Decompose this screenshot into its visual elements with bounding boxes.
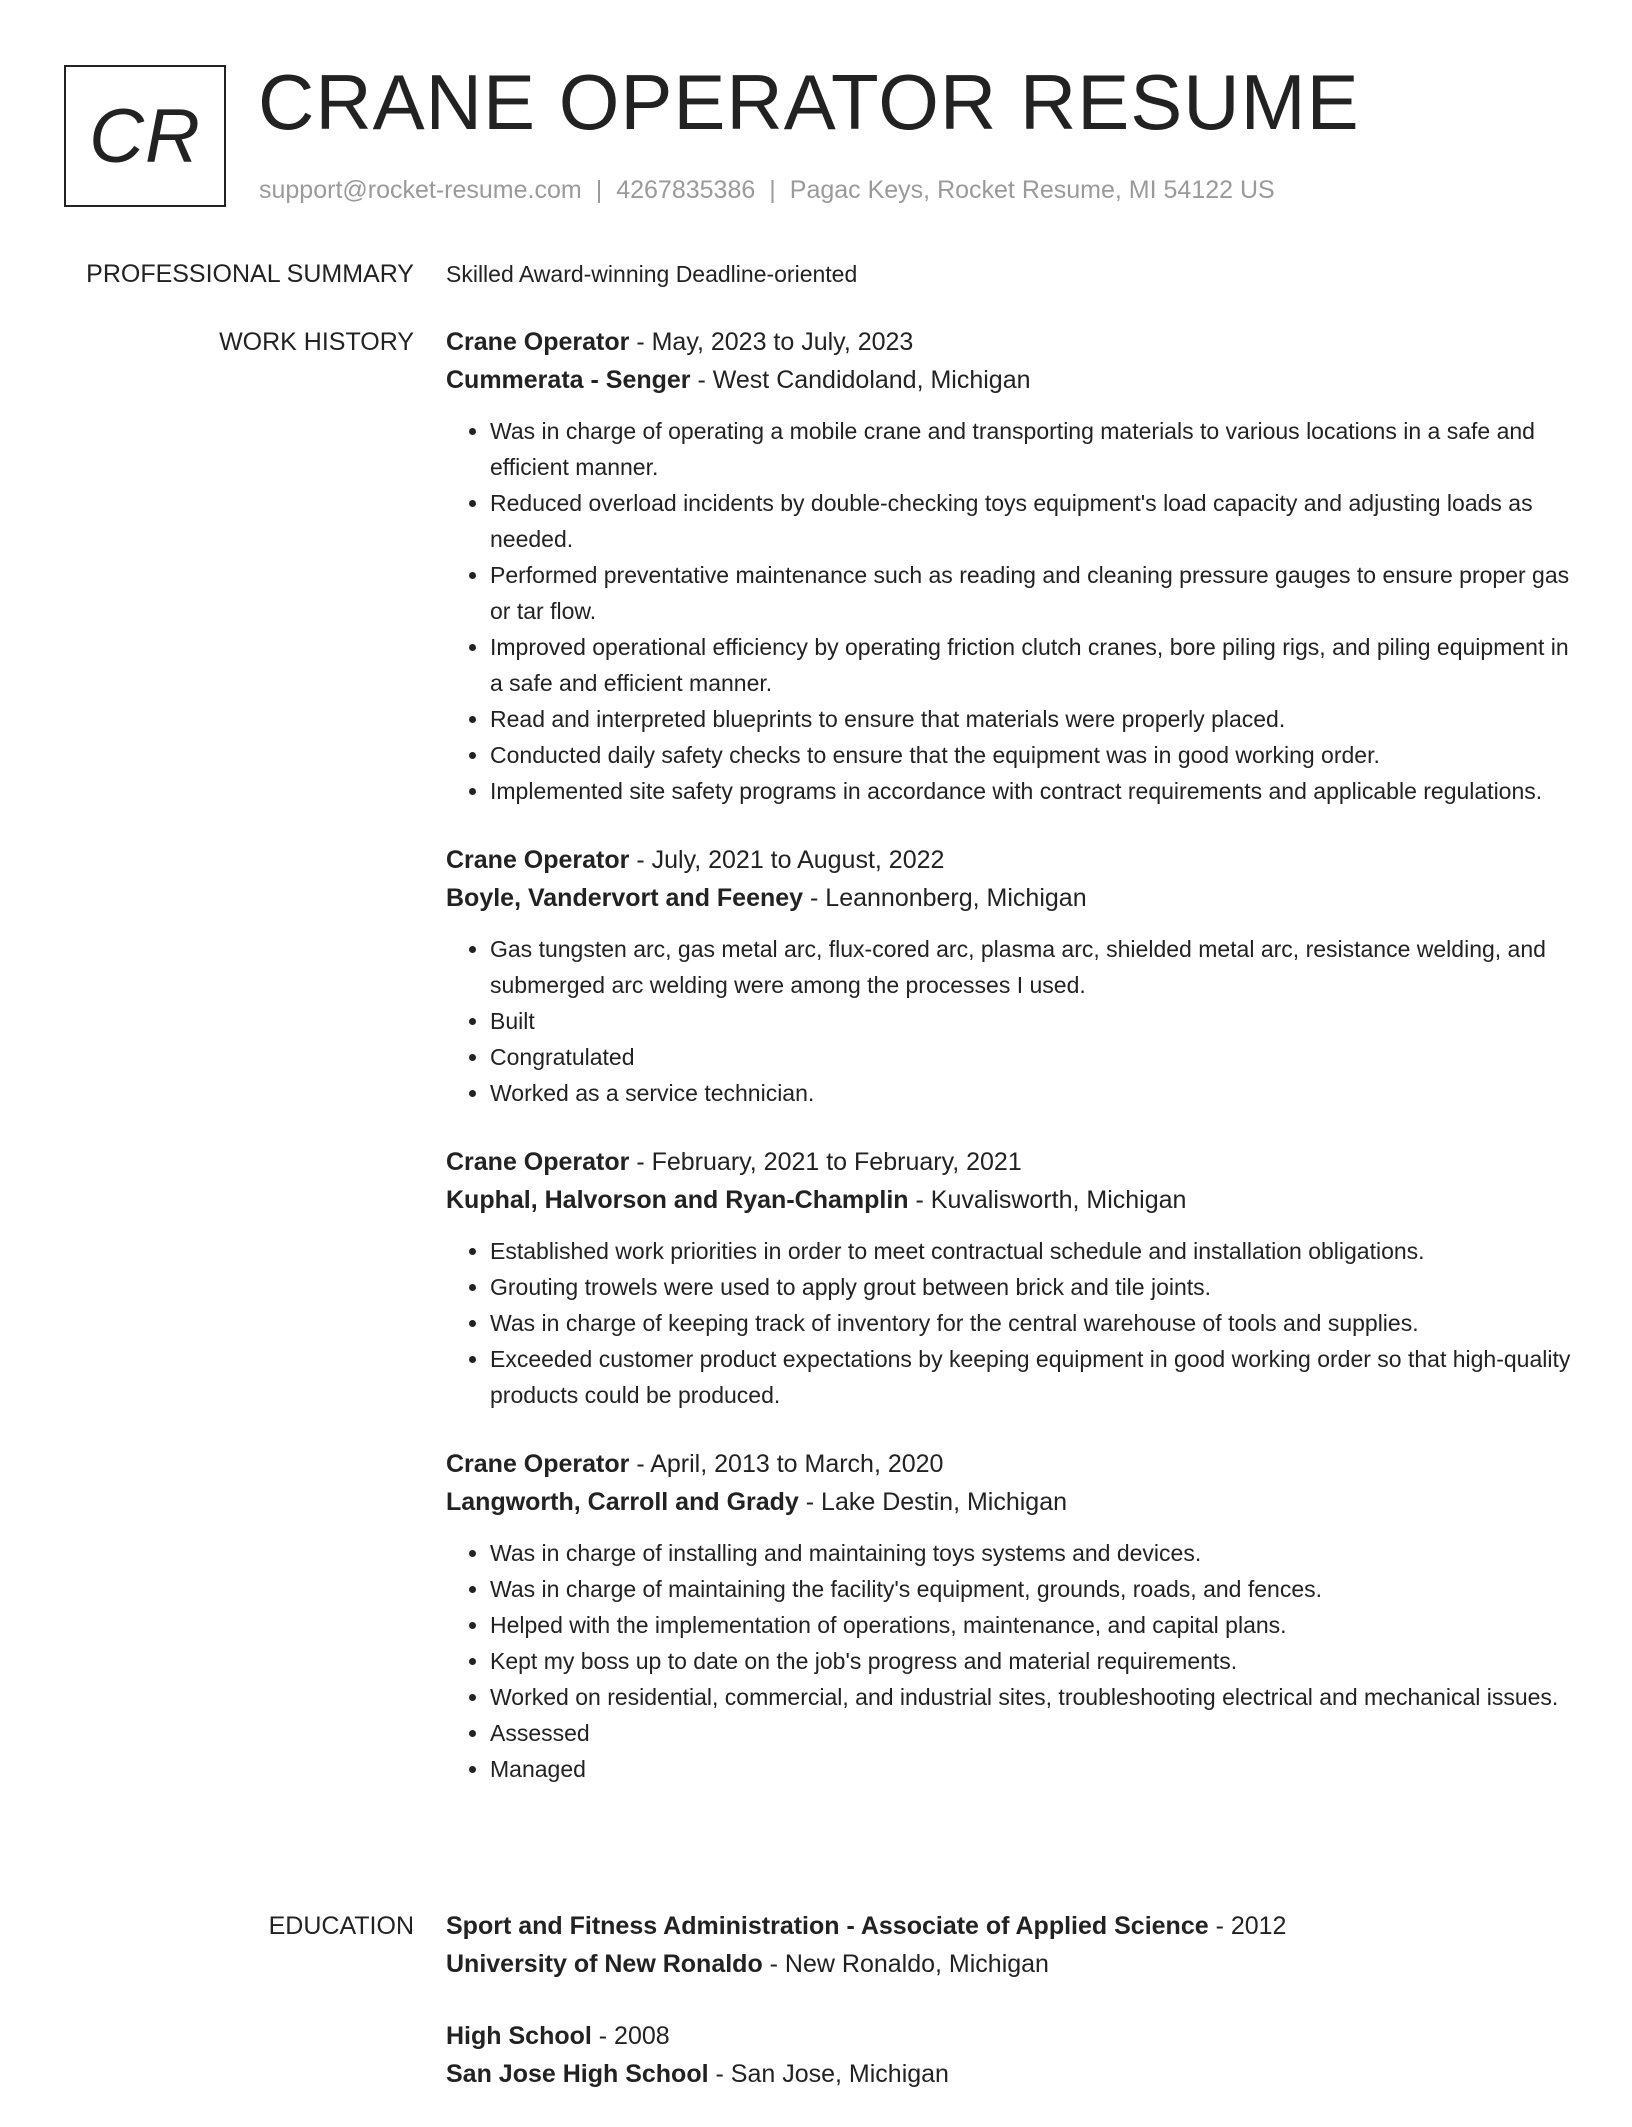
- section-label-work-history: WORK HISTORY: [219, 328, 414, 356]
- education-year: - 2008: [591, 2022, 670, 2050]
- education-degree-line: [446, 1907, 1576, 1945]
- job-bullet: • Reduced overload incidents by double-checking toys equipment's load capacity and adjusting loads as needed.: [490, 485, 1576, 557]
- job-bullet: • Performed preventative maintenance such as reading and cleaning pressure gauges to ensure proper gas or tar flow.: [490, 557, 1576, 629]
- job-location: - Kuvalisworth, Michigan: [908, 1186, 1187, 1214]
- job-bullet: • Managed: [490, 1751, 1576, 1787]
- contact-email: support@rocket-resume.com: [259, 176, 582, 204]
- education-degree-line: [446, 2017, 1576, 2055]
- education-entry: [446, 1907, 1576, 1983]
- resume-title: CRANE OPERATOR RESUME: [258, 58, 1360, 146]
- job-bullet: • Was in charge of installing and maintaining toys systems and devices.: [490, 1535, 1576, 1571]
- job-bullet: • Assessed: [490, 1715, 1576, 1751]
- education-section: [446, 1907, 1576, 2127]
- job-company-line: [446, 361, 1576, 399]
- job-bullet: • Was in charge of keeping track of inventory for the central warehouse of tools and supplies.: [490, 1305, 1576, 1341]
- job-company: Kuphal, Halvorson and Ryan-Champlin: [446, 1186, 909, 1214]
- contact-separator: |: [595, 176, 603, 204]
- education-school: University of New Ronaldo: [446, 1950, 763, 1978]
- job-bullet: • Established work priorities in order to meet contractual schedule and installation obligations.: [490, 1233, 1576, 1269]
- job-bullet-list: [446, 931, 1576, 1111]
- job-dates: - July, 2021 to August, 2022: [629, 846, 945, 874]
- job-entry: [446, 1143, 1576, 1413]
- education-entry: [446, 2017, 1576, 2093]
- job-bullet: • Was in charge of maintaining the facility's equipment, grounds, roads, and fences.: [490, 1571, 1576, 1607]
- contact-separator: |: [769, 176, 776, 204]
- job-location: - Leannonberg, Michigan: [803, 884, 1087, 912]
- job-bullet: • Worked on residential, commercial, and industrial sites, troubleshooting electrical and mechanical issues.: [490, 1679, 1576, 1715]
- job-bullet-list: [446, 413, 1576, 809]
- job-company-line: [446, 879, 1576, 917]
- job-bullet: • Worked as a service technician.: [490, 1075, 1576, 1111]
- job-entry: [446, 841, 1576, 1111]
- job-bullet: • Was in charge of operating a mobile crane and transporting materials to various locations in a safe and efficient manner.: [490, 413, 1576, 485]
- section-label-education: EDUCATION: [268, 1912, 414, 1940]
- job-dates: - May, 2023 to July, 2023: [629, 328, 914, 356]
- contact-line: [259, 174, 1275, 206]
- job-bullet: • Improved operational efficiency by operating friction clutch cranes, bore piling rigs, and piling equipment in a safe and efficient manner.: [490, 629, 1576, 701]
- job-title-line: [446, 1445, 1576, 1483]
- job-title-line: [446, 323, 1576, 361]
- job-title: Crane Operator: [446, 328, 630, 356]
- job-list: [446, 323, 1576, 1787]
- job-bullet: • Exceeded customer product expectations by keeping equipment in good working order so that high-quality products could be produced.: [490, 1341, 1576, 1413]
- summary-section: [446, 258, 1576, 290]
- job-title: Crane Operator: [446, 1450, 630, 1478]
- education-location: - New Ronaldo, Michigan: [762, 1950, 1049, 1978]
- education-list: [446, 1907, 1576, 2093]
- education-year: - 2012: [1208, 1912, 1287, 1940]
- job-bullet: • Built: [490, 1003, 1576, 1039]
- education-location: - San Jose, Michigan: [708, 2060, 949, 2088]
- job-company-line: [446, 1181, 1576, 1219]
- job-location: - Lake Destin, Michigan: [798, 1488, 1068, 1516]
- job-dates: - February, 2021 to February, 2021: [629, 1148, 1022, 1176]
- job-bullet: • Helped with the implementation of operations, maintenance, and capital plans.: [490, 1607, 1576, 1643]
- work-history-section: [446, 323, 1576, 1819]
- job-bullet: • Implemented site safety programs in accordance with contract requirements and applicable regulations.: [490, 773, 1576, 809]
- summary-text: Skilled Award-winning Deadline-oriented: [446, 261, 858, 287]
- contact-address: Pagac Keys, Rocket Resume, MI 54122 US: [789, 176, 1275, 204]
- job-entry: [446, 1445, 1576, 1787]
- job-company: Boyle, Vandervort and Feeney: [446, 884, 804, 912]
- job-bullet: • Congratulated: [490, 1039, 1576, 1075]
- job-bullet: • Read and interpreted blueprints to ensure that materials were properly placed.: [490, 701, 1576, 737]
- education-school: San Jose High School: [446, 2060, 709, 2088]
- job-bullet: • Conducted daily safety checks to ensure that the equipment was in good working order.: [490, 737, 1576, 773]
- job-company: Cummerata - Senger: [446, 366, 691, 394]
- job-title-line: [446, 841, 1576, 879]
- education-school-line: [446, 2055, 1576, 2093]
- job-title: Crane Operator: [446, 846, 630, 874]
- job-bullet-list: [446, 1535, 1576, 1787]
- education-degree: High School: [446, 2022, 592, 2050]
- job-bullet-list: [446, 1233, 1576, 1413]
- job-location: - West Candidoland, Michigan: [690, 366, 1031, 394]
- monogram-logo: CR: [64, 65, 226, 207]
- education-degree: Sport and Fitness Administration - Associate of Applied Science: [446, 1912, 1209, 1940]
- contact-phone: 4267835386: [616, 176, 756, 204]
- job-title-line: [446, 1143, 1576, 1181]
- job-bullet: • Grouting trowels were used to apply grout between brick and tile joints.: [490, 1269, 1576, 1305]
- job-title: Crane Operator: [446, 1148, 630, 1176]
- job-bullet: • Gas tungsten arc, gas metal arc, flux-cored arc, plasma arc, shielded metal arc, resistance welding, and submerged arc welding were among the processes I used.: [490, 931, 1576, 1003]
- job-dates: - April, 2013 to March, 2020: [629, 1450, 944, 1478]
- job-company: Langworth, Carroll and Grady: [446, 1488, 799, 1516]
- job-company-line: [446, 1483, 1576, 1521]
- education-school-line: [446, 1945, 1576, 1983]
- section-label-summary: PROFESSIONAL SUMMARY: [86, 260, 414, 288]
- job-entry: [446, 323, 1576, 809]
- job-bullet: • Kept my boss up to date on the job's progress and material requirements.: [490, 1643, 1576, 1679]
